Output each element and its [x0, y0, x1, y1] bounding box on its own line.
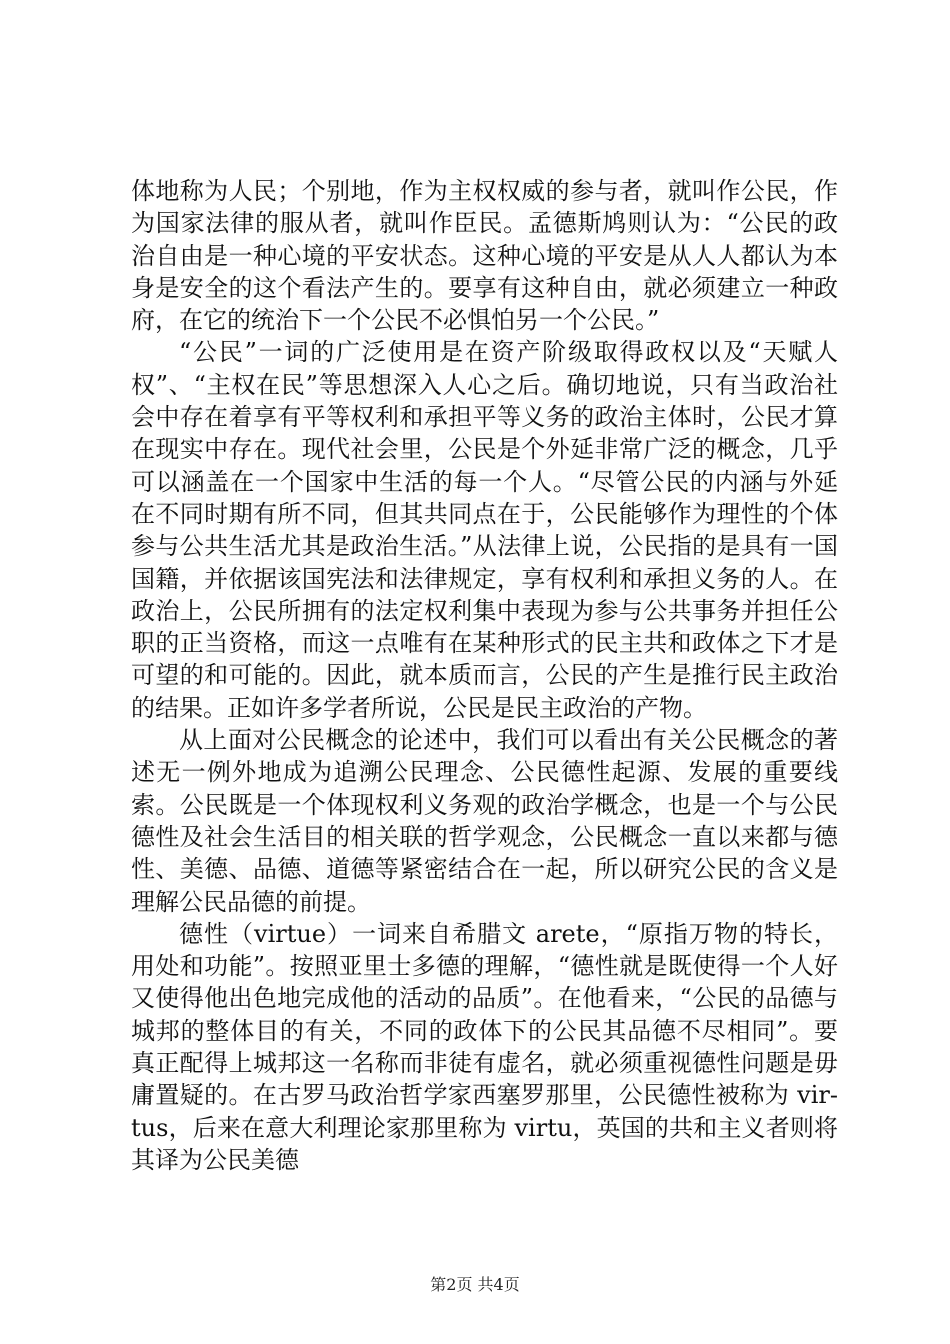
page-number-footer: 第2页 共4页	[430, 1275, 520, 1294]
document-body	[131, 175, 838, 1176]
paragraph-2: “公民”一词的广泛使用是在资产阶级取得政权以及“天赋人权”、“主权在民”等思想深入人心之后。确切地说，只有当政治社会中存在着享有平等权利和承担平等义务的政治主体时，公民才算在现实中存在。现代社会里，公民是个外延非常广泛的概念，几乎可以涵盖在一个国家中生活的每一个人。“尽管公民的内涵与外延在不同时期有所不同，但其共同点在于，公民能够作为理性的个体参与公共生活尤其是政治生活。”从法律上说，公民指的是具有一国国籍，并依据该国宪法和法律规定，享有权利和承担义务的人。在政治上，公民所拥有的法定权利集中表现为参与公共事务并担任公职的正当资格，而这一点唯有在某种形式的民主共和政体之下才是可望的和可能的。因此，就本质而言，公民的产生是推行民主政治的结果。正如许多学者所说，公民是民主政治的产物。	[131, 338, 838, 722]
paragraph-1: 体地称为人民；个别地，作为主权权威的参与者，就叫作公民，作为国家法律的服从者，就叫作臣民。孟德斯鸠则认为：“公民的政治自由是一种心境的平安状态。这种心境的平安是从人人都认为本身是安全的这个看法产生的。要享有这种自由，就必须建立一种政府，在它的统治下一个公民不必惧怕另一个公民。”	[131, 177, 838, 335]
paragraph-4: 德性（virtue）一词来自希腊文 arete，“原指万物的特长，用处和功能”。按照亚里士多德的理解，“德性就是既使得一个人好又使得他出色地完成他的活动的品质”。在他看来，“公民的品德与城邦的整体目的有关，不同的政体下的公民其品德不尽相同”。要真正配得上城邦这一名称而非徒有虚名，就必须重视德性问题是毋庸置疑的。在古罗马政治哲学家西塞罗那里，公民德性被称为 vir-tus，后来在意大利理论家那里称为 virtu，英国的共和主义者则将其译为公民美德	[131, 919, 838, 1174]
paragraph-3: 从上面对公民概念的论述中，我们可以看出有关公民概念的著述无一例外地成为追溯公民理念、公民德性起源、发展的重要线索。公民既是一个体现权利义务观的政治学概念，也是一个与公民德性及社会生活目的相关联的哲学观念，公民概念一直以来都与德性、美德、品德、道德等紧密结合在一起，所以研究公民的含义是理解公民品德的前提。	[131, 726, 838, 916]
